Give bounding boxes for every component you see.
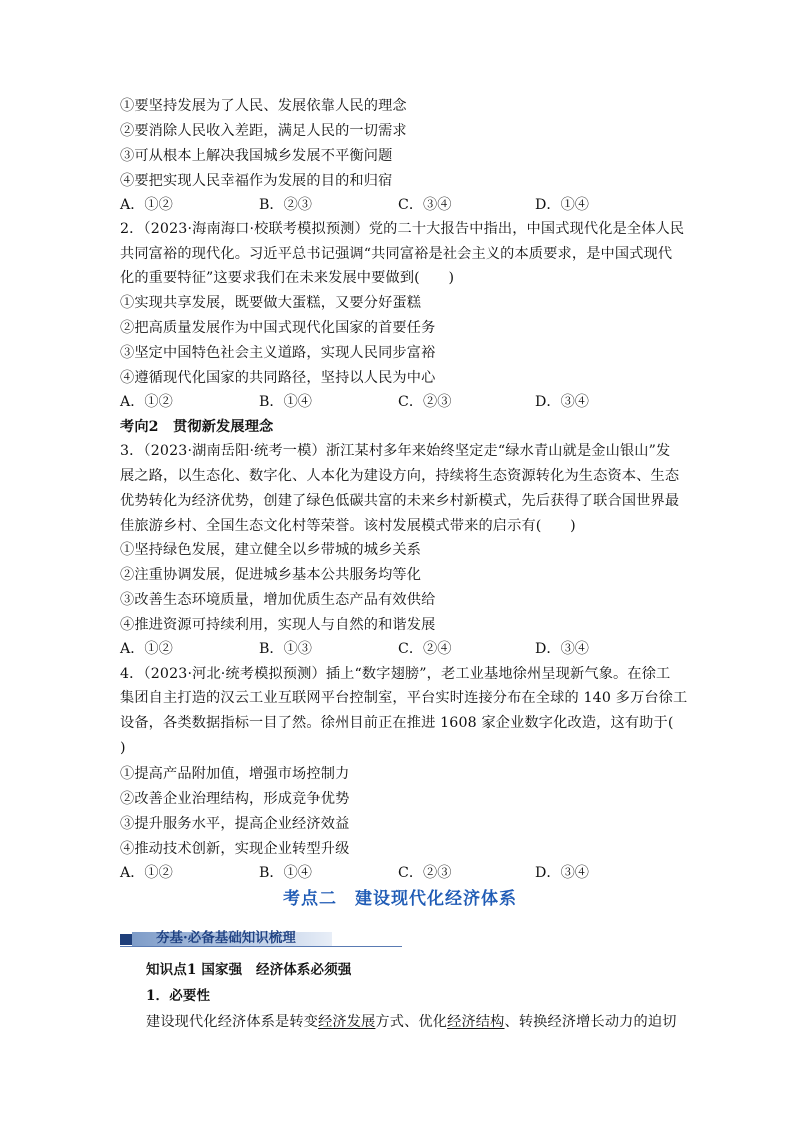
q1-option-d: D．①④ [535, 197, 589, 213]
q4-stem-line-3: 设备，各类数据指标一目了然。徐州目前正在推进 1608 家企业数字化改造，这有助于( [120, 715, 674, 731]
q4-options [120, 863, 680, 883]
q4-statement-2: ②改善企业治理结构，形成竞争优势 [120, 791, 350, 807]
q4-stem-line-1: 4．（2023·河北·统考模拟预测）插上“数字翅膀”，老工业基地徐州呈现新气象。在徐工 [120, 666, 671, 682]
q1-statement-2: ②要消除人民收入差距，满足人民的一切需求 [120, 123, 407, 139]
q1-statement-1: ①要坚持发展为了人民、发展依靠人民的理念 [120, 98, 407, 114]
q2-stem-line-3: 化的重要特征”这要求我们在未来发展中要做到( ) [120, 270, 455, 286]
q2-statement-3: ③坚定中国特色社会主义道路，实现人民同步富裕 [120, 345, 436, 361]
q2-stem-line-2: 共同富裕的现代化。习近平总书记强调“共同富裕是社会主义的本质要求，是中国式现代 [120, 246, 673, 262]
q2-option-d: D．③④ [535, 394, 589, 410]
q4-option-d: D．③④ [535, 865, 589, 881]
knowledge-point-heading: 知识点1 国家强 经济体系必须强 [146, 962, 352, 978]
q2-option-c: C．②③ [398, 394, 452, 410]
banner-rule [120, 946, 402, 947]
q2-statement-1: ①实现共享发展，既要做大蛋糕，又要分好蛋糕 [120, 295, 422, 311]
q3-statement-1: ①坚持绿色发展，建立健全以乡带城的城乡关系 [120, 542, 422, 558]
sub-heading: 1．必要性 [146, 988, 211, 1004]
q4-option-c: C．②③ [398, 865, 452, 881]
q3-statement-4: ④推进资源可持续利用，实现人与自然的和谐发展 [120, 617, 436, 633]
q1-option-a: A．①② [120, 197, 173, 213]
q2-statement-4: ④遵循现代化国家的共同路径，坚持以人民为中心 [120, 370, 436, 386]
body-text-2: 方式、优化 [375, 1014, 448, 1030]
q4-option-a: A．①② [120, 865, 173, 881]
underlined-term-2: 经济结构 [447, 1014, 505, 1030]
banner-text: 夯基·必备基础知识梳理 [156, 930, 296, 946]
q4-stem-line-4: ) [120, 740, 126, 756]
q3-stem-line-2: 展之路，以生态化、数字化、人本化为建设方向，持续将生态资源转化为生态资本、生态 [120, 468, 680, 484]
q1-statement-4: ④要把实现人民幸福作为发展的目的和归宿 [120, 173, 393, 189]
section-banner [120, 928, 402, 948]
q3-stem-line-1: 3．（2023·湖南岳阳·统考一模）浙江某村多年来始终坚定走“绿水青山就是金山银山”发 [120, 443, 671, 459]
q3-option-b: B．①③ [259, 641, 312, 657]
q4-statement-3: ③提升服务水平，提高企业经济效益 [120, 816, 350, 832]
q4-statement-4: ④推动技术创新，实现企业转型升级 [120, 841, 350, 857]
q4-stem-line-2: 集团自主打造的汉云工业互联网平台控制室，平台实时连接分布在全球的 140 多万台徐工 [120, 690, 688, 706]
q3-option-d: D．③④ [535, 641, 589, 657]
q2-stem-line-1: 2．（2023·海南海口·校联考模拟预测）党的二十大报告中指出，中国式现代化是全体人民 [120, 221, 685, 237]
q3-stem-line-3: 优势转化为经济优势，创建了绿色低碳共富的未来乡村新模式，先后获得了联合国世界最 [120, 493, 680, 509]
q3-options [120, 639, 680, 659]
body-text-3: 、转换经济增长动力的迫切 [504, 1014, 677, 1030]
q1-statement-3: ③可从根本上解决我国城乡发展不平衡问题 [120, 148, 393, 164]
q3-stem-line-4: 佳旅游乡村、全国生态文化村等荣誉。该村发展模式带来的启示有( ) [120, 518, 576, 534]
q3-option-a: A．①② [120, 641, 173, 657]
underlined-term-1: 经济发展 [318, 1014, 376, 1030]
q3-statement-2: ②注重协调发展，促进城乡基本公共服务均等化 [120, 567, 422, 583]
q3-option-c: C．②④ [398, 641, 452, 657]
q2-options [120, 392, 680, 412]
q1-option-c: C．③④ [398, 197, 452, 213]
body-line [146, 1012, 677, 1032]
q2-option-a: A．①② [120, 394, 173, 410]
q1-options [120, 195, 680, 215]
direction-heading: 考向2 贯彻新发展理念 [120, 419, 274, 435]
q1-option-b: B．②③ [259, 197, 312, 213]
banner-marker [120, 934, 132, 945]
section-title: 考点二 建设现代化经济体系 [283, 889, 517, 909]
q4-option-b: B．①④ [259, 865, 312, 881]
q2-statement-2: ②把高质量发展作为中国式现代化国家的首要任务 [120, 320, 436, 336]
q4-statement-1: ①提高产品附加值，增强市场控制力 [120, 766, 350, 782]
body-text-1: 建设现代化经济体系是转变 [146, 1014, 319, 1030]
q3-statement-3: ③改善生态环境质量，增加优质生态产品有效供给 [120, 592, 436, 608]
q2-option-b: B．①④ [259, 394, 312, 410]
